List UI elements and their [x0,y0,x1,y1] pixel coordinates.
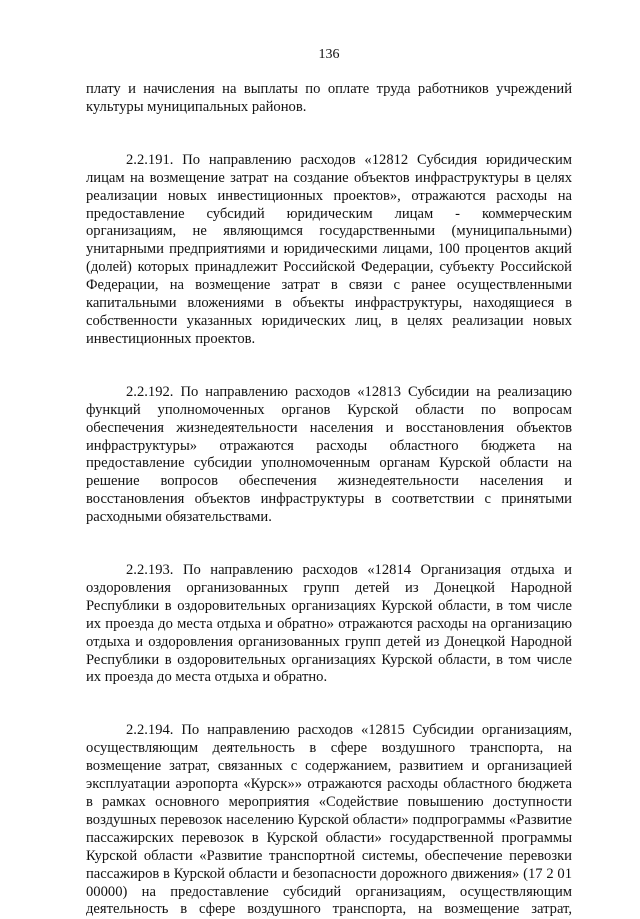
document-body [86,81,572,919]
paragraph-gap [86,349,572,384]
paragraph-continuation: плату и начисления на выплаты по оплате труда работников учреждений культуры муниципальных районов. [86,81,572,115]
paragraph-gap [86,117,572,152]
paragraph-gap [86,687,572,722]
paragraph-2-2-191: 2.2.191. По направлению расходов «12812 Субсидия юридическим лицам на возмещение затрат на создание объектов инфраструктуры в целях реализации новых инвестиционных проектов», отражаются расходы на предоставление субсидий юридическим лицам - коммерческим организациям, не являющимся государственными (муниципальными) унитарными предприятиями и юридическими лицами, 100 процентов акций (долей) которых принадлежит Российской Федерации, субъекту Российской Федерации, на возмещение затрат в связи с ранее осуществленными капитальными вложениями в объекты инфраструктуры, находящиеся в собственности указанных юридических лиц, в целях реализации новых инвестиционных проектов. [86,151,572,347]
paragraph-gap [86,527,572,562]
paragraph-2-2-193: 2.2.193. По направлению расходов «12814 Организация отдыха и оздоровления организованных групп детей из Донецкой Народной Республики в оздоровительных организациях Курской области, в том числе их проезда до места отдыха и обратно» отражаются расходы на организацию отдыха и оздоровления организованных групп детей из Донецкой Народной Республики в оздоровительных организациях Курской области, в том числе их проезда до места отдыха и обратно. [86,562,572,686]
paragraph-2-2-194: 2.2.194. По направлению расходов «12815 Субсидии организациям, осуществляющим деятельность в сфере воздушного транспорта, на возмещение затрат, связанных с содержанием, развитием и организацией эксплуатации аэропорта «Курск»» отражаются расходы областного бюджета в рамках основного мероприятия «Содействие повышению доступности воздушных перевозок населению Курской области» подпрограммы «Развитие пассажирских перевозок в Курской области» государственной программы Курской области «Развитие транспортной системы, обеспечение перевозки пассажиров в Курской области и безопасности дорожного движения» (17 2 01 00000) на предоставление субсидий организациям, осуществляющим деятельность в сфере воздушного транспорта, на возмещение затрат, [86,722,572,918]
page-number: 136 [318,47,340,62]
paragraph-2-2-192: 2.2.192. По направлению расходов «12813 Субсидии на реализацию функций уполномоченных органов Курской области по вопросам обеспечения жизнедеятельности населения и восстановления объектов инфраструктуры» отражаются расходы областного бюджета на предоставление субсидии уполномоченным органам Курской области на решение вопросов обеспечения жизнедеятельности населения и восстановления объектов инфраструктуры в соответствии с принятыми расходными обязательствами. [86,383,572,526]
